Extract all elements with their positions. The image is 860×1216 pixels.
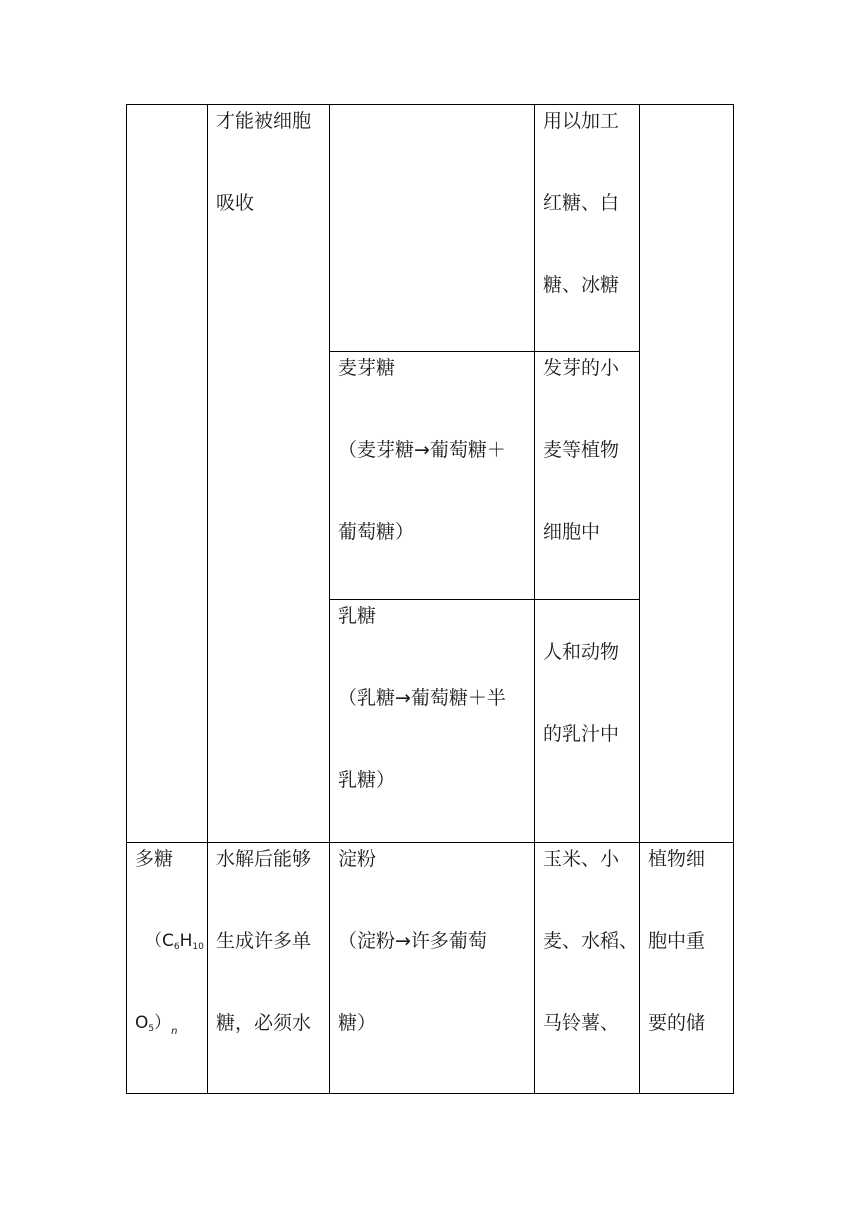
cell-line: 红糖、白	[543, 192, 620, 214]
cell-line: 胞中重	[648, 930, 706, 952]
cell-line: 才能被细胞	[216, 110, 312, 132]
table-cell-maltose-source	[534, 351, 639, 599]
cell-line: 乳糖）	[338, 769, 396, 791]
table-cell-starch-function	[639, 842, 733, 1093]
table-cell-starch-source	[534, 842, 639, 1093]
cell-line: 麦等植物	[543, 439, 620, 461]
cell-line: 糖）	[338, 1012, 377, 1034]
cell-line: 糖、冰糖	[543, 274, 620, 296]
table-cell-lactose-source	[534, 599, 639, 842]
cell-line: （麦芽糖→葡萄糖＋	[338, 439, 506, 461]
table-cell-maltose-name	[329, 351, 534, 599]
cell-line: （淀粉→许多葡萄	[338, 930, 487, 952]
cell-line: 马铃薯、	[543, 1012, 620, 1034]
cell-line: 用以加工	[543, 110, 620, 132]
category-label: 多糖	[135, 848, 174, 870]
cell-line: 细胞中	[543, 521, 601, 543]
formula-o: O	[135, 1013, 149, 1033]
formula-line-1	[135, 930, 204, 1012]
formula-n-subscript: n	[171, 1026, 178, 1037]
cell-line: 麦、水稻、	[543, 930, 639, 952]
formula-h: H	[179, 931, 193, 951]
cell-line: 玉米、小	[543, 848, 620, 870]
table-cell-lactose-name	[329, 599, 534, 842]
cell-line: 葡萄糖）	[338, 521, 415, 543]
table-cell-sucrose-source	[534, 104, 639, 351]
cell-line: 水解后能够	[216, 848, 312, 870]
table-cell-starch-name	[329, 842, 534, 1093]
table-cell-hydrolysis-continued	[207, 104, 329, 842]
cell-line: 发芽的小	[543, 357, 620, 379]
cell-line: 糖，必须水	[216, 1012, 312, 1034]
formula-open: （C	[145, 931, 174, 951]
formula-o-subscript: 5	[148, 1024, 155, 1034]
cell-line: 生成许多单	[216, 930, 312, 952]
cell-line: 要的储	[648, 1012, 706, 1034]
cell-line: （乳糖→葡萄糖＋半	[338, 687, 506, 709]
table-cell-polysaccharide-category	[126, 842, 207, 1093]
cell-line: 吸收	[216, 192, 255, 214]
formula-line-2	[135, 1012, 201, 1093]
table-right-border	[733, 104, 734, 1094]
table-cell-polysaccharide-hydrolysis	[207, 842, 329, 1093]
formula-close: ）	[154, 1013, 172, 1033]
cell-line: 淀粉	[338, 848, 377, 870]
cell-line: 麦芽糖	[338, 357, 396, 379]
cell-line: 植物细	[648, 848, 706, 870]
cell-line: 的乳汁中	[543, 723, 620, 745]
cell-line: 乳糖	[338, 605, 377, 627]
cell-line: 人和动物	[543, 641, 620, 663]
formula-h-subscript: 10	[192, 942, 204, 952]
formula-c-subscript: 6	[173, 942, 180, 952]
table-bottom-border	[126, 1093, 734, 1094]
